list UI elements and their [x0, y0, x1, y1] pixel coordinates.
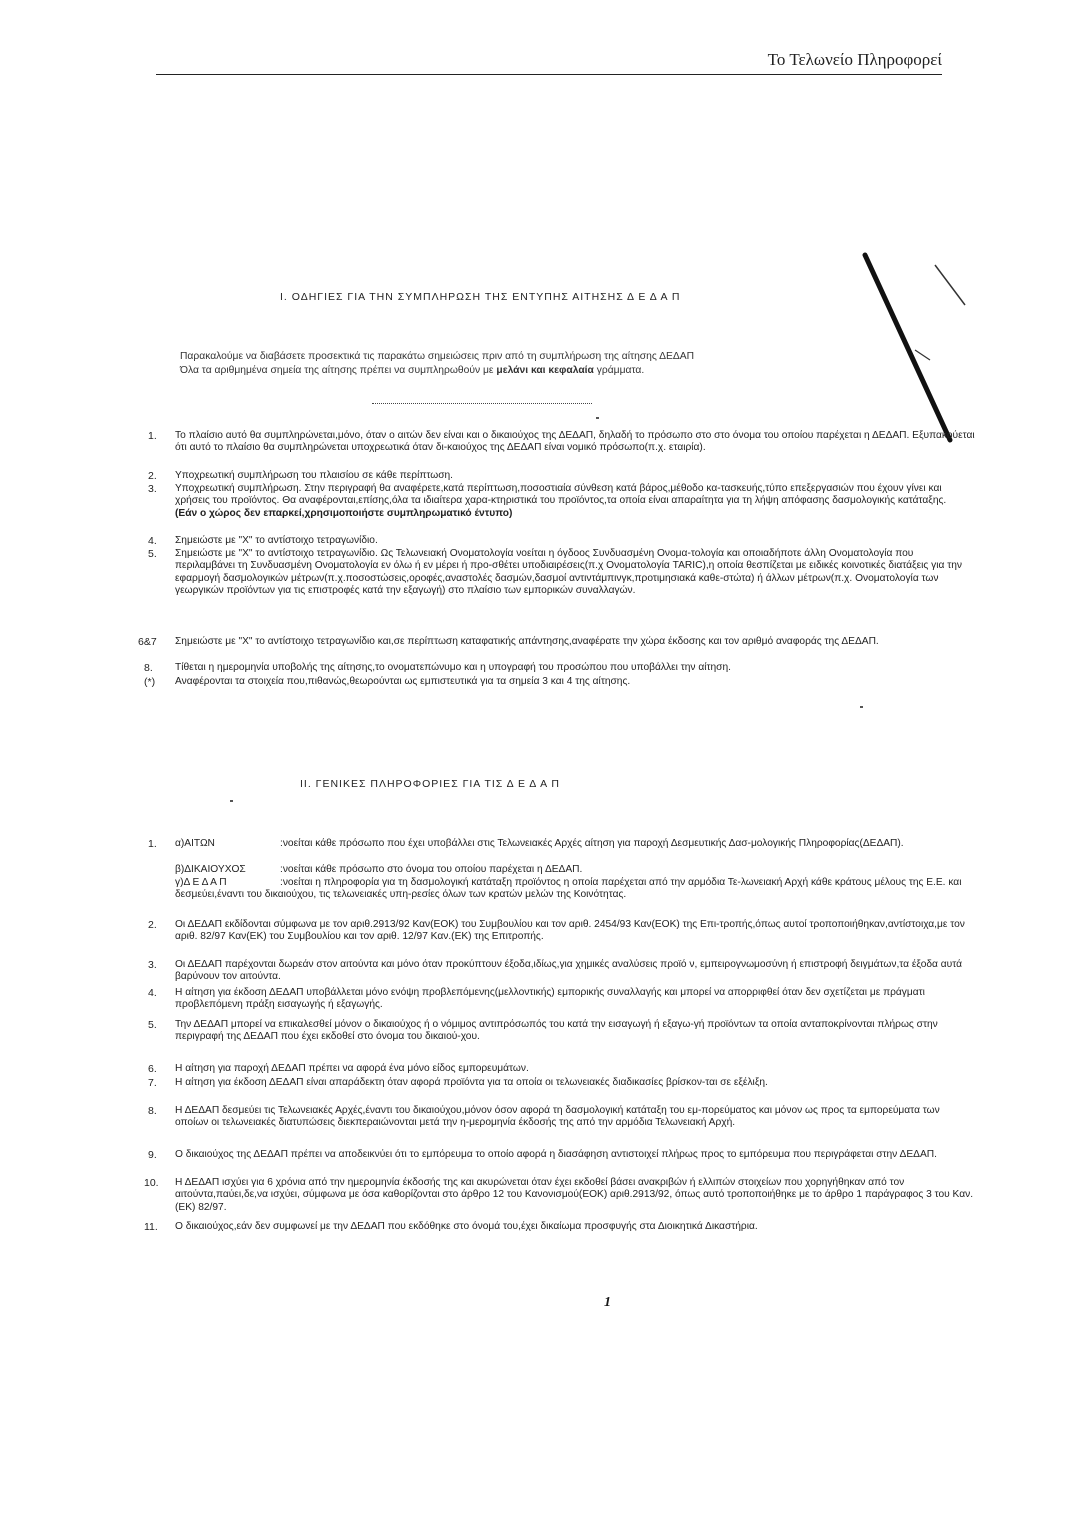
definition-row: [140, 838, 975, 864]
item-number: 7.: [148, 1077, 157, 1089]
item-text: Σημειώστε με "Χ" το αντίστοιχο τετραγωνίδιο.: [175, 535, 378, 546]
item-text: Οι ΔΕΔΑΠ παρέχονται δωρεάν στον αιτούντα και μόνο όταν προκύπτουν έξοδα,ιδίως,για χημικές αναλύσεις προϊό ν, εμπειρογνωμοσύνη ή επιστροφή δειγμάτων,τα έξοδα αυτά βαρύνουν τον αιτούντα.: [175, 959, 963, 983]
definition-label: γ)Δ Ε Δ Α Π: [175, 877, 227, 888]
definition-row: [140, 877, 975, 919]
section-2-title: II. ΓΕΝΙΚΕΣ ΠΛΗΡΟΦΟΡΙΕΣ ΓΙΑ ΤΙΣ Δ Ε Δ Α Π: [300, 778, 560, 790]
item-number: 1.: [148, 838, 157, 850]
item-text: Οι ΔΕΔΑΠ εκδίδονται σύμφωνα με τον αριθ.2913/92 Καν(ΕΟΚ) του Συμβουλίου και τον αριθ. 2454/93 Καν(ΕΟΚ) της Επι-τροπής,όπως αυτοί τροποποιήθηκαν,αντίστοιχα,με τον αριθ. 82/97 Καν(ΕΚ) του Συμβουλίου και τον αριθ. 12/97 Καν.(ΕΚ) της Επιτροπής.: [175, 919, 965, 943]
item-number: 2.: [148, 470, 157, 482]
info-item: [140, 1063, 975, 1077]
intro-line-2: Όλα τα αριθμημένα σημεία της αίτησης πρέπει να συμπληρωθούν με μελάνι και κεφαλαία γράμματα.: [180, 365, 645, 376]
item-number: 5.: [148, 548, 157, 560]
instruction-item: [140, 662, 975, 676]
intro-line-1: Παρακαλούμε να διαβάσετε προσεκτικά τις παρακάτω σημειώσεις πριν από τη συμπλήρωση της αίτησης ΔΕΔΑΠ: [180, 351, 695, 362]
instruction-item: [140, 676, 975, 690]
scan-speck: [860, 706, 863, 708]
definition-text: α)ΑΙΤΩΝ :νοείται κάθε πρόσωπο που έχει υποβάλλει στις Τελωνειακές Αρχές αίτηση για παροχή Δεσμευτικής Δασ-μολογικής Πληροφορίας(ΔΕΔΑΠ).: [175, 838, 904, 849]
instruction-item: [140, 548, 975, 636]
scan-speck: [230, 800, 233, 802]
item-number: 4.: [148, 535, 157, 547]
page-number: 1: [604, 1295, 611, 1310]
item-number: 3.: [148, 483, 157, 495]
item-number: 2.: [148, 919, 157, 931]
instruction-item: [140, 470, 975, 483]
info-item: [140, 1221, 975, 1249]
item-number: (*): [144, 676, 156, 688]
info-item: [140, 959, 975, 987]
item-number: 5.: [148, 1019, 157, 1031]
item-text: Το πλαίσιο αυτό θα συμπληρώνεται,μόνο, όταν ο αιτών δεν είναι και ο δικαιούχος της ΔΕΔΑΠ, δηλαδή το πρόσωπο στο στο όνομα του οποίου παρέχεται η ΔΕΔΑΠ. Εξυπακούεται ότι αυτό το πλαίσιο θα συμπληρώνεται υποχρεωτικά όταν δι-καιούχος της ΔΕΔΑΠ είναι νομικό πρόσωπο(π.χ. εταιρία).: [175, 430, 975, 454]
item-number: 10.: [144, 1177, 159, 1189]
section-1-title: I. ΟΔΗΓΙΕΣ ΓΙΑ ΤΗΝ ΣΥΜΠΛΗΡΩΣΗ ΤΗΣ ΕΝΤΥΠΗΣ ΑΙΤΗΣΗΣ Δ Ε Δ Α Π: [280, 291, 681, 303]
definition-label: β)ΔΙΚΑΙΟΥΧΟΣ: [175, 864, 246, 875]
item-text: Η ΔΕΔΑΠ ισχύει για 6 χρόνια από την ημερομηνία έκδοσής της και ακυρώνεται όταν έχει εκδοθεί βάσει ανακριβών ή ελλιπών στοιχείων που χορηγήθηκαν από τον αιτούντα,παύει,δε,να ισχύει, σύμφωνα με όσα καθορίζονται στο άρθρο 12 του Κανονισμού(ΕΟΚ) αριθ.2913/92, όπως αυτό τροποποιήθηκε με το άρθρο 1 παράγραφος 3 του Καν.(ΕΚ) 82/97.: [175, 1177, 974, 1213]
page-header: [156, 48, 942, 75]
item-number: 1.: [148, 430, 157, 442]
scan-speck: [596, 417, 599, 419]
item-number: 8.: [144, 662, 153, 674]
item-text: Τίθεται η ημερομηνία υποβολής της αίτησης,το ονοματεπώνυμο και η υπογραφή του προσώπου που υποβάλλει την αίτηση.: [175, 662, 731, 673]
item-text: Η ΔΕΔΑΠ δεσμεύει τις Τελωνειακές Αρχές,έναντι του δικαιούχου,μόνον όσον αφορά τη δασμολογική κατάταξη του εμ-πορεύματος και μόνον ως προς τα εμπορεύματα των οποίων οι τελωνειακές διατυπώσεις διεκπεραιώνονται μετά την η-μερομηνία έκδοσής της από την αρμόδια Τελωνειακή Αρχή.: [175, 1105, 940, 1129]
item-number: 3.: [148, 959, 157, 971]
definition-row: [140, 864, 975, 877]
definition-text: β)ΔΙΚΑΙΟΥΧΟΣ :νοείται κάθε πρόσωπο στο όνομα του οποίου παρέχεται η ΔΕΔΑΠ.: [175, 864, 583, 875]
instructions-list: [140, 430, 975, 690]
info-item: [140, 1105, 975, 1149]
info-item: [140, 1177, 975, 1221]
dotted-divider: [372, 403, 592, 404]
intro-paragraph: [180, 350, 920, 378]
definition-label: α)ΑΙΤΩΝ: [175, 838, 215, 849]
item-bold-note: (Εάν ο χώρος δεν επαρκεί,χρησιμοποιήστε συμπληρωματικό έντυπο): [175, 507, 513, 519]
instruction-item: [140, 535, 975, 548]
item-number: 8.: [148, 1105, 157, 1117]
instruction-item: [140, 483, 975, 535]
definition-text: γ)Δ Ε Δ Α Π :νοείται η πληροφορία για τη δασμολογική κατάταξη προϊόντος η οποία παρέχεται από την αρμόδια Τε-λωνειακή Αρχή κάθε κράτους μέλους της Ε.Ε. και δεσμεύει,έναντι του δικαιούχου, τις τελωνειακές υπη-ρεσίες όλων των κρατών μελών της Κοινότητας.: [175, 877, 962, 901]
item-number: 4.: [148, 987, 157, 999]
item-number: 6&7: [138, 636, 157, 648]
info-item: [140, 919, 975, 959]
item-text: Ο δικαιούχος,εάν δεν συμφωνεί με την ΔΕΔΑΠ που εκδόθηκε στο όνομά του,έχει δικαίωμα προσφυγής στα Διοικητικά Δικαστήρια.: [175, 1221, 758, 1232]
info-item: [140, 987, 975, 1019]
instruction-item: [140, 636, 975, 662]
header-title: Το Τελωνείο Πληροφορεί: [767, 50, 942, 69]
item-text: Η αίτηση για παροχή ΔΕΔΑΠ πρέπει να αφορά ένα μόνο είδος εμπορευμάτων.: [175, 1063, 529, 1074]
item-number: 6.: [148, 1063, 157, 1075]
item-text: Η αίτηση για έκδοση ΔΕΔΑΠ είναι απαράδεκτη όταν αφορά προϊόντα για τα οποία οι τελωνειακές διαδικασίες βρίσκον-ται σε εξέλιξη.: [175, 1077, 768, 1088]
info-item: [140, 1019, 975, 1063]
item-text: Την ΔΕΔΑΠ μπορεί να επικαλεσθεί μόνον ο δικαιούχος ή ο νόμιμος αντιπρόσωπός του κατά την εισαγωγή ή εξαγω-γή προϊόντων τα οποία ανταποκρίνονται πλήρως στην περιγραφή της ΔΕΔΑΠ που έχει εκδοθεί στο όνομα του δικαιού-χου.: [175, 1019, 938, 1043]
item-text: Σημειώστε με "Χ" το αντίστοιχο τετραγωνίδιο και,σε περίπτωση καταφατικής απάντησης,αναφέρατε την χώρα έκδοσης και τον αριθμό αναφοράς της ΔΕΔΑΠ.: [175, 636, 879, 647]
item-text: Η αίτηση για έκδοση ΔΕΔΑΠ υποβάλλεται μόνο ενόψη προβλεπόμενης(μελλοντικής) εμπορικής συναλλαγής και μπορεί να απορριφθεί όταν δεν σχετίζεται με πράγματι προβλεπόμενη πράξη εισαγωγής ή εξαγωγής.: [175, 987, 925, 1011]
item-text: Ο δικαιούχος της ΔΕΔΑΠ πρέπει να αποδεικνύει ότι το εμπόρευμα το οποίο αφορά η διασάφηση αντιστοιχεί πλήρως προς το εμπόρευμα που περιγράφεται στην ΔΕΔΑΠ.: [175, 1149, 937, 1160]
item-number: 11.: [144, 1221, 158, 1233]
item-text: Σημειώστε με "Χ" το αντίστοιχο τετραγωνίδιο. Ως Τελωνειακή Ονοματολογία νοείται η όγδοος Συνδυασμένη Ονομα-τολογία και οποιαδήποτε άλλη Ονοματολογία που περιλαμβάνει τη Συνδυασμένη Ονοματολογία εν όλω ή εν μέρει ή προ-σθέτει υποδιαιρέσεις(π.χ Ονοματολογία TARIC),η οποία θεσπίζεται με ειδικές κοινοτικές διατάξεις για την εφαρμογή δασμολογικών μέτρων(π.χ.ποσοστώσεις,οροφές,αναστολές δασμών,δασμοί αντιντάμπινγκ,προτιμησιακά καθε-στώτα) ή άλλων μέτρων(π.χ. Ονοματολογία των γεωργικών προϊόντων για τις επιστροφές κατά την εξαγωγή) στο πλαίσιο των εμπορικών συναλλαγών.: [175, 548, 962, 596]
info-item: [140, 1149, 975, 1177]
general-info-list: [140, 838, 975, 1249]
item-text: Αναφέρονται τα στοιχεία που,πιθανώς,θεωρούνται ως εμπιστευτικά για τα σημεία 3 και 4 της αίτησης.: [175, 676, 631, 687]
info-item: [140, 1077, 975, 1105]
item-text: Υποχρεωτική συμπλήρωση του πλαισίου σε κάθε περίπτωση.: [175, 470, 454, 481]
item-text: Υποχρεωτική συμπλήρωση. Στην περιγραφή θα αναφέρετε,κατά περίπτωση,ποσοστιαία σύνθεση κατά βάρος,μέθοδο κα-τασκευής,τύπο επεξεργασιών που έχουν γίνει και χρήσεις του προϊόντος. Θα αναφέρονται,επίσης,όλα τα ιδιαίτερα χαρα-κτηριστικά του προϊόντος,τα οποία είναι απαραίτητα για τη λήψη απόφασης δασμολογικής κατάταξης. (Εάν ο χώρος δεν επαρκεί,χρησιμοποιήστε συμπληρωματικό έντυπο): [175, 483, 947, 519]
instruction-item: [140, 430, 975, 470]
item-number: 9.: [148, 1149, 157, 1161]
